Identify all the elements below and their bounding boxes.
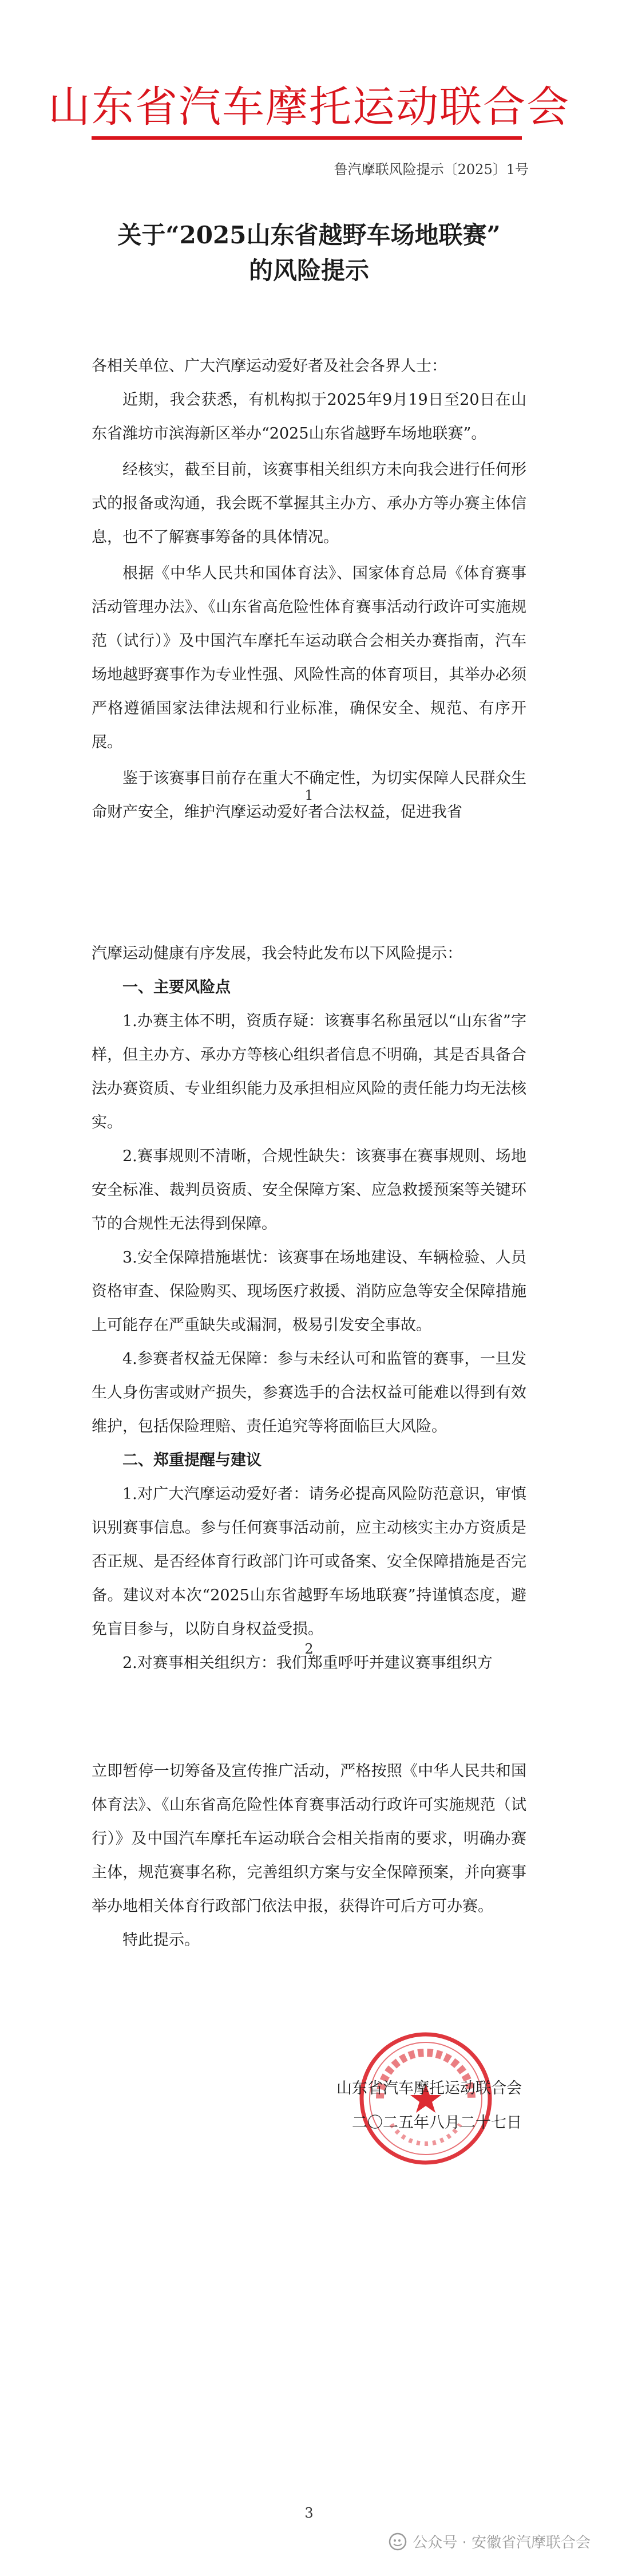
document-title-line-2: 的风险提示 (248, 257, 369, 285)
document-page-1 (0, 0, 618, 933)
paragraph: 立即暂停一切筹备及宣传推广活动，严格按照《中华人民共和国体育法》、《山东省高危险性体育赛事活动行政许可实施规范（试行）》及中国汽车摩托车运动联合会相关指南的要求，明确办赛主体，规范赛事名称，完善组织方案与安全保障预案，并向赛事举办地相关体育行政部门依法申报，获得许可后方可办赛。 (92, 1762, 526, 1915)
page-number: 3 (304, 2505, 314, 2521)
page-2-body (92, 937, 526, 1680)
paragraph: 近期，我会获悉，有机构拟于2025年9月19日至20日在山东省潍坊市滨海新区举办“2025山东省越野车场地联赛”。 (92, 391, 526, 443)
signature-organization: 山东省汽车摩托运动联合会 (336, 2080, 522, 2097)
paragraph: 根据《中华人民共和国体育法》、国家体育总局《体育赛事活动管理办法》、《山东省高危险性体育赛事活动行政许可实施规范（试行）》及中国汽车摩托车运动联合会相关办赛指南，汽车场地越野赛事作为专业性强、风险性高的体育项目，其举办必须严格遵循国家法律法规和行业标准，确保安全、规范、有序开展。 (92, 565, 526, 751)
paragraph: 经核实，截至目前，该赛事相关组织方未向我会进行任何形式的报备或沟通，我会既不掌握其主办方、承办方等办赛主体信息，也不了解赛事筹备的具体情况。 (92, 461, 526, 546)
section-heading-risks: 一、主要风险点 (122, 979, 231, 996)
salutation: 各相关单位、广大汽摩运动爱好者及社会各界人士： (92, 357, 447, 375)
advice-item: 2.对赛事相关组织方：我们郑重呼吁并建议赛事组织方 (122, 1654, 493, 1672)
risk-item: 3.安全保障措施堪忧：该赛事在场地建设、车辆检验、人员资格审查、保险购买、现场医疗救援、消防应急等安全保障措施上可能存在严重缺失或漏洞，极易引发安全事故。 (92, 1249, 526, 1334)
signature-date: 二〇二五年八月二十七日 (352, 2114, 522, 2132)
page-number: 1 (304, 787, 314, 803)
document-page-2 (0, 933, 618, 1752)
risk-item: 1.办赛主体不明，资质存疑：该赛事名称虽冠以“山东省”字样，但主办方、承办方等核心组织者信息不明确，其是否具备合法办赛资质、专业组织能力及承担相应风险的责任能力均无法核实。 (92, 1012, 526, 1131)
risk-item: 4.参赛者权益无保障：参与未经认可和监管的赛事，一旦发生人身伤害或财产损失，参赛选手的合法权益可能难以得到有效维护，包括保险理赔、责任追究等将面临巨大风险。 (92, 1350, 526, 1435)
document-page-3 (0, 1752, 618, 2576)
paragraph: 鉴于该赛事目前存在重大不确定性，为切实保障人民群众生命财产安全，维护汽摩运动爱好者合法权益，促进我省 (92, 770, 526, 821)
page-1-body (92, 349, 526, 829)
risk-item: 2.赛事规则不清晰，合规性缺失：该赛事在赛事规则、场地安全标准、裁判员资质、安全保障方案、应急救援预案等关键环节的合规性无法得到保障。 (92, 1147, 526, 1233)
section-heading-advice: 二、郑重提醒与建议 (122, 1451, 262, 1469)
watermark (389, 2531, 591, 2552)
document-title-line-1: 关于“2025山东省越野车场地联赛” (117, 221, 501, 249)
masthead-red-rule (92, 136, 522, 140)
page-3-body (92, 1754, 526, 1957)
document-title (0, 218, 618, 289)
watermark-text: 公众号 · 安徽省汽摩联合会 (413, 2534, 591, 2551)
official-seal-icon (357, 2030, 494, 2167)
masthead-title: 山东省汽车摩托运动联合会 (48, 82, 570, 132)
closing-line: 特此提示。 (122, 1931, 200, 1949)
page-number: 2 (304, 1641, 314, 1657)
wechat-official-account-icon (389, 2532, 407, 2551)
advice-item: 1.对广大汽摩运动爱好者：请务必提高风险防范意识，审慎识别赛事信息。参与任何赛事活动前，应主动核实主办方资质是否正规、是否经体育行政部门许可或备案、安全保障措施是否完备。建议对本次“2025山东省越野车场地联赛”持谨慎态度，避免盲目参与，以防自身权益受损。 (92, 1485, 526, 1638)
document-number: 鲁汽摩联风险提示〔2025〕1号 (334, 161, 529, 177)
paragraph: 汽摩运动健康有序发展，我会特此发布以下风险提示： (92, 945, 462, 962)
